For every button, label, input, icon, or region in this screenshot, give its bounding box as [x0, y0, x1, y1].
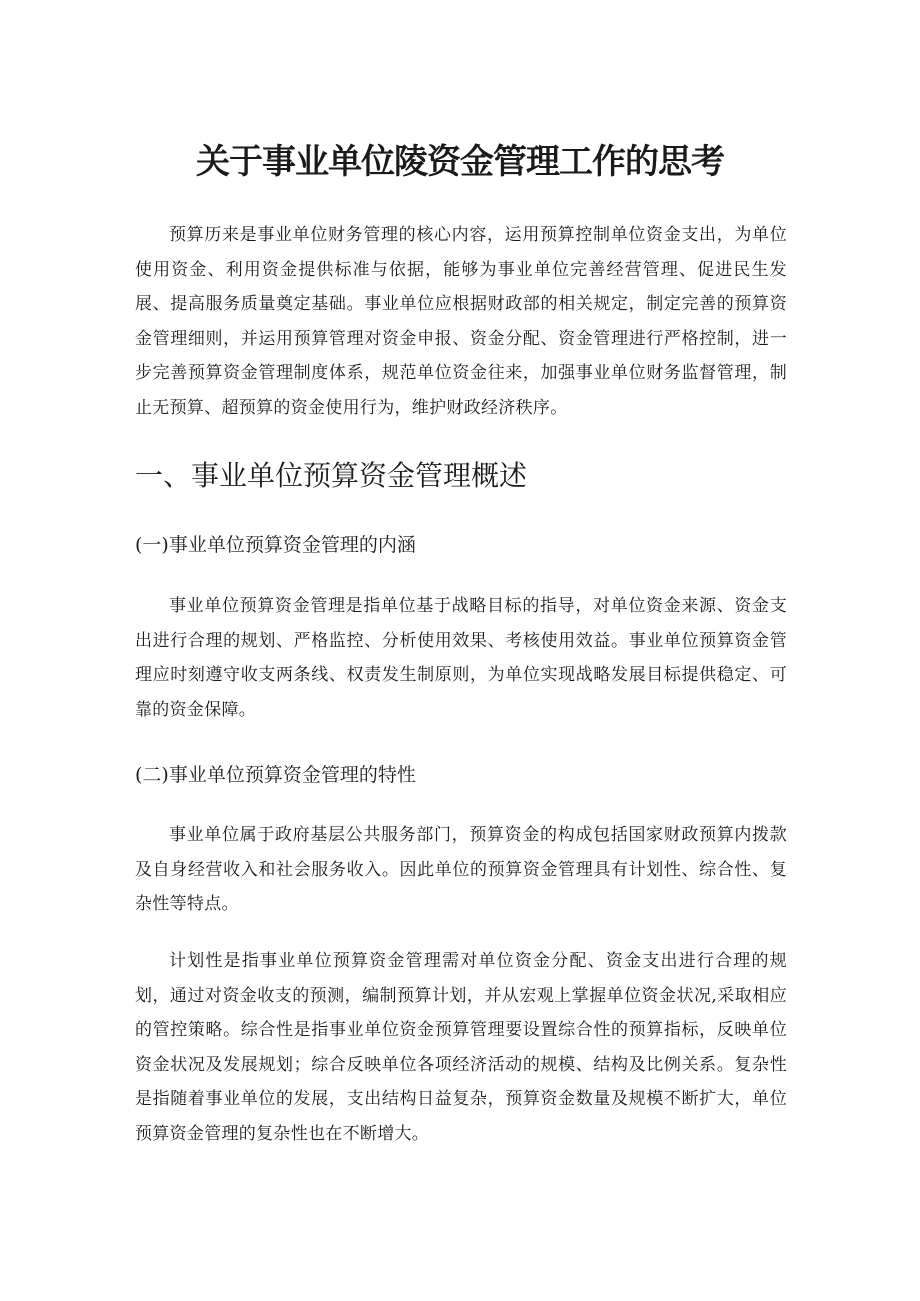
document-title: 关于事业单位陵资金管理工作的思考	[196, 142, 724, 182]
subsection-2-paragraph-2: 计划性是指事业单位预算资金管理需对单位资金分配、资金支出进行合理的规划，通过对资金收支的预测，编制预算计划，并从宏观上掌握单位资金状况,采取相应的管控策略。综合性是指事业单位资金预算管理要设置综合性的预算指标，反映单位资金状况及发展规划；综合反映单位各项经济活动的规模、结构及比例关系。复杂性是指随着事业单位的发展，支出结构日益复杂，预算资金数量及规模不断扩大，单位预算资金管理的复杂性也在不断增大。	[135, 951, 787, 1144]
subsection-1-paragraph: 事业单位预算资金管理是指单位基于战略目标的指导，对单位资金来源、资金支出进行合理的规划、严格监控、分析使用效果、考核使用效益。事业单位预算资金管理应时刻遵守收支两条线、权责发生制原则，为单位实现战略发展目标提供稳定、可靠的资金保障。	[135, 596, 787, 720]
subsection-2-paragraph-1: 事业单位属于政府基层公共服务部门，预算资金的构成包括国家财政预算内拨款及自身经营收入和社会服务收入。因此单位的预算资金管理具有计划性、综合性、复杂性等特点。	[135, 825, 787, 914]
intro-paragraph: 预算历来是事业单位财务管理的核心内容，运用预算控制单位资金支出，为单位使用资金、利用资金提供标准与依据，能够为事业单位完善经营管理、促进民生发展、提高服务质量奠定基础。事业单位应根据财政部的相关规定，制定完善的预算资金管理细则，并运用预算管理对资金申报、资金分配、资金管理进行严格控制，进一步完善预算资金管理制度体系，规范单位资金往来，加强事业单位财务监督管理，制止无预算、超预算的资金使用行为，维护财政经济秩序。	[135, 225, 787, 418]
section-1-heading: 一、事业单位预算资金管理概述	[135, 459, 528, 492]
subsection-2-heading: (二)事业单位预算资金管理的特性	[135, 764, 416, 786]
subsection-1-heading: (一)事业单位预算资金管理的内涵	[135, 534, 416, 556]
